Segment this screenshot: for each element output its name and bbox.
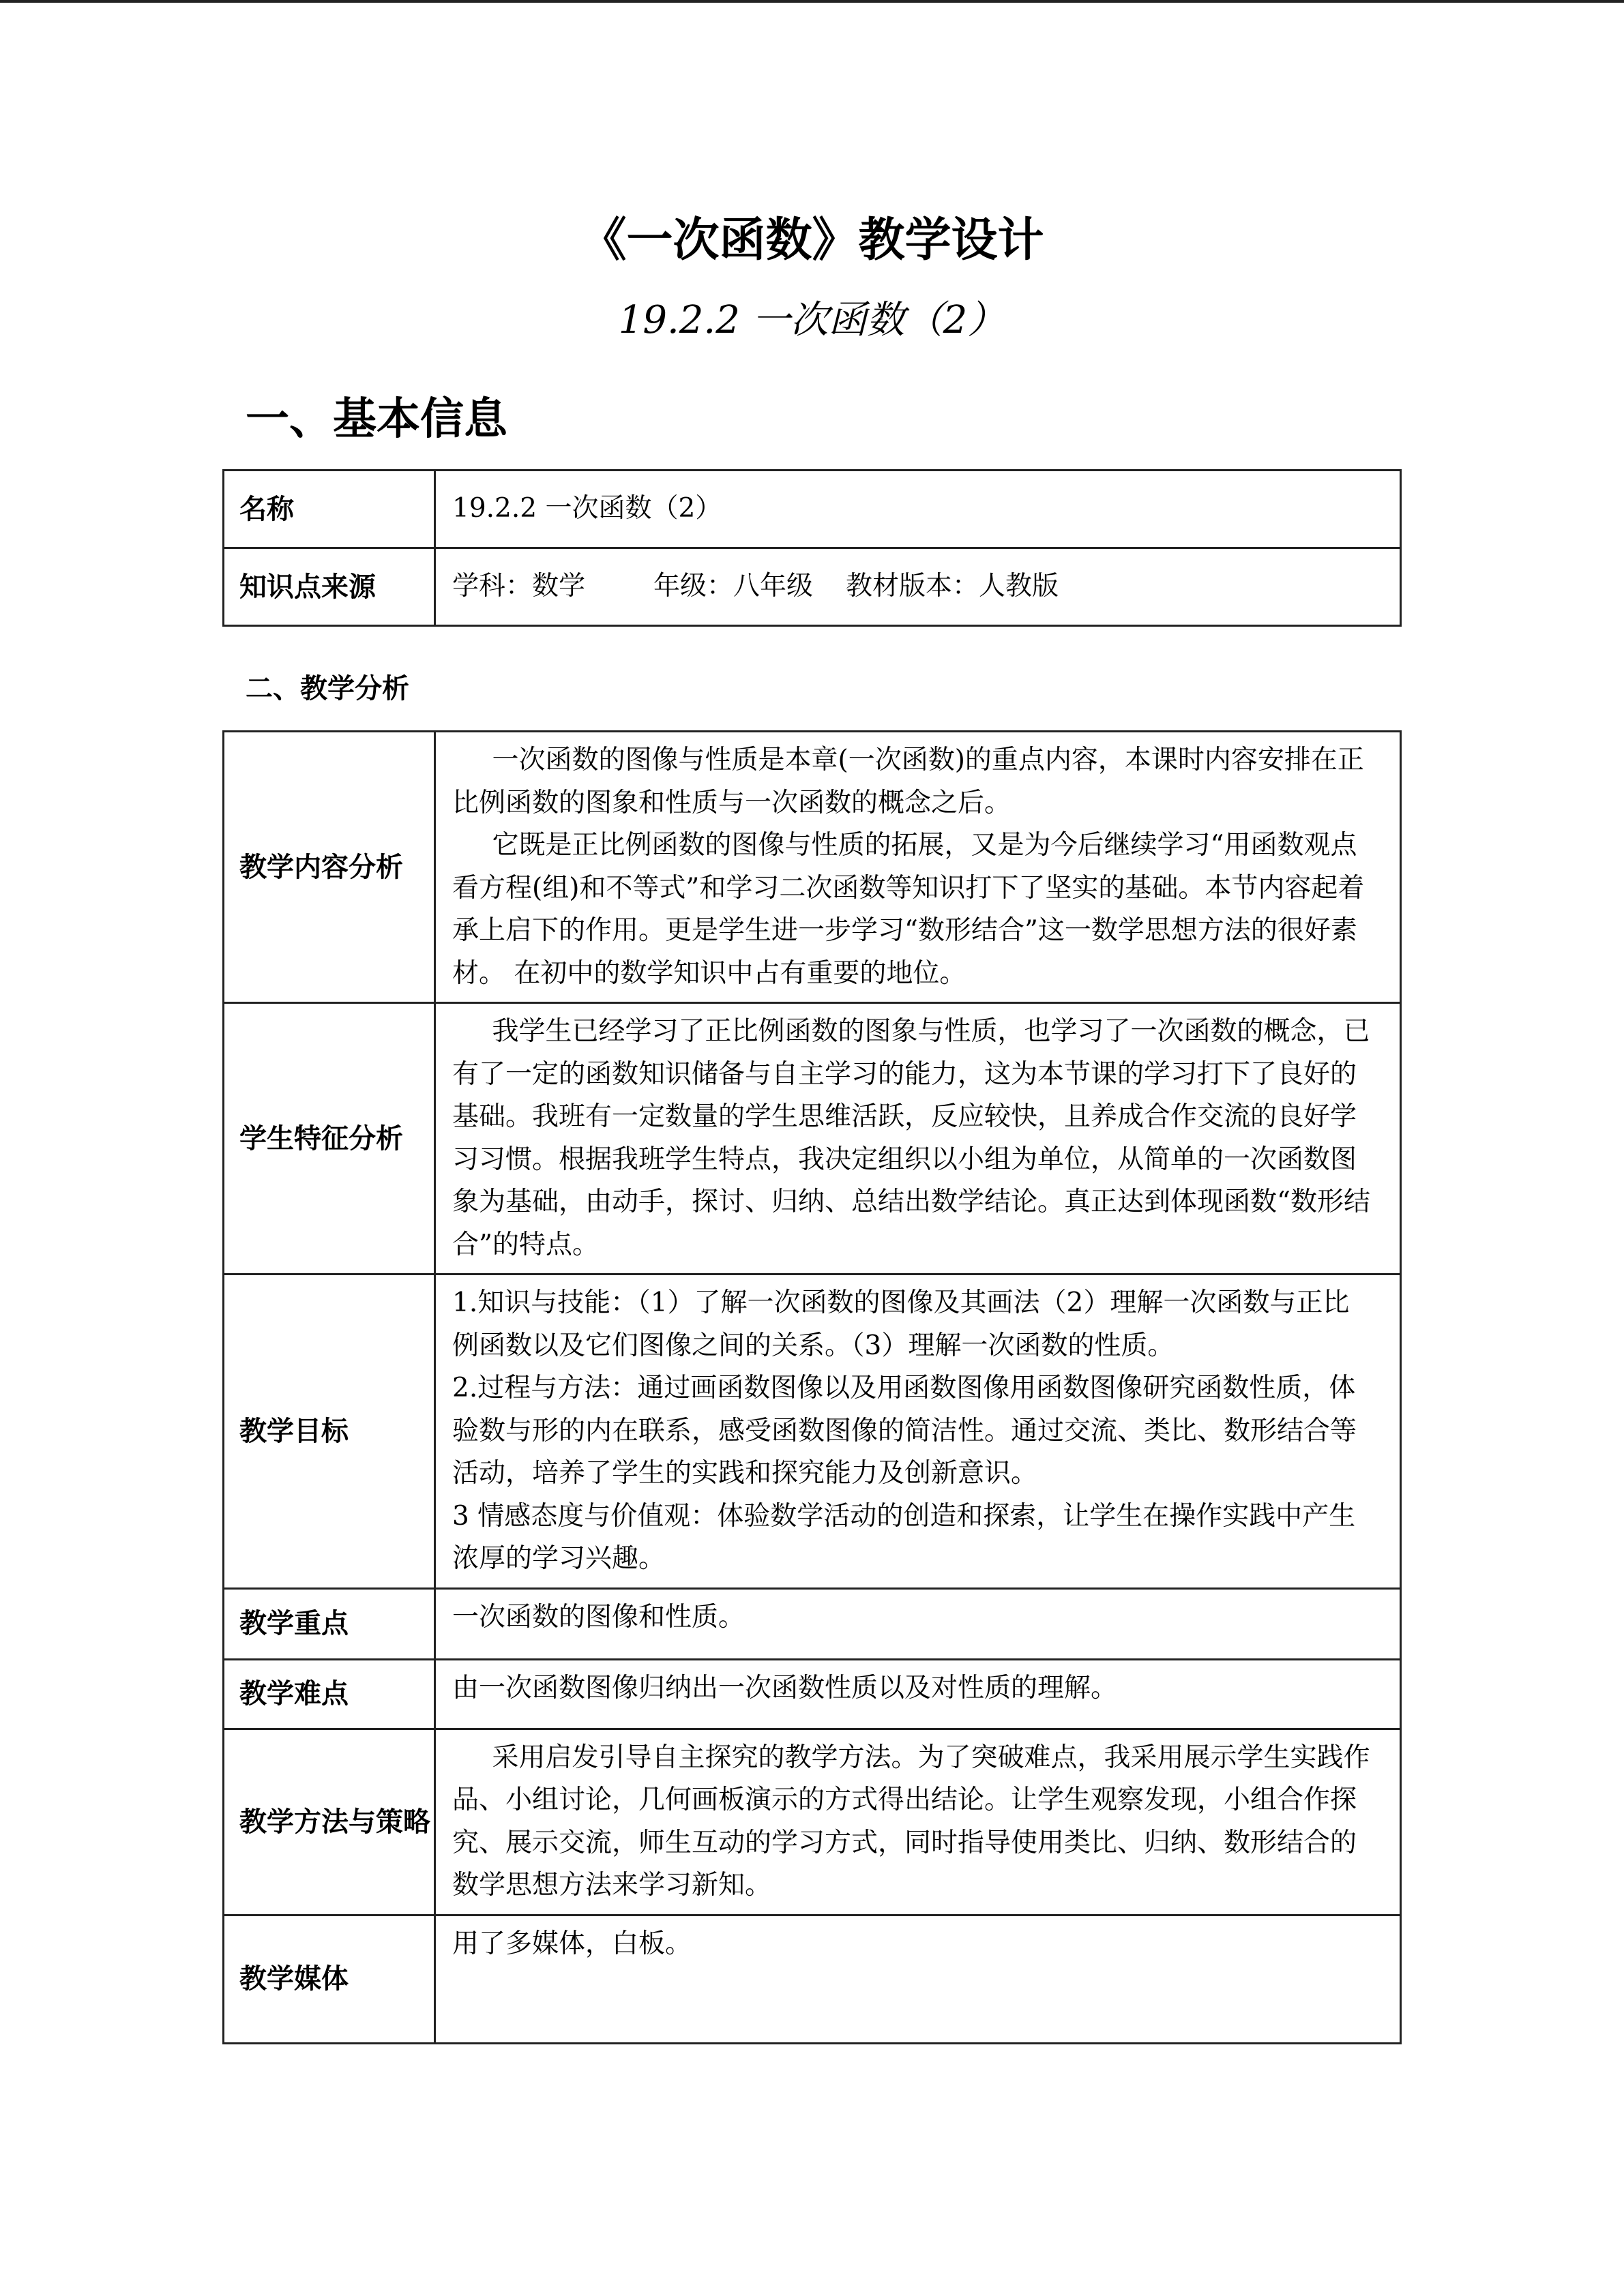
document-subtitle: 19.2.2 一次函数（2） [618,298,1006,342]
content-analysis-value [435,732,1401,1003]
table-row [224,1729,1401,1915]
edition-value: 教材版本：人教版 [846,571,1059,602]
table-row [224,1588,1401,1659]
method-label: 教学方法与策略 [224,1729,435,1915]
table-row [224,1003,1401,1274]
teaching-goal-label: 教学目标 [224,1274,435,1589]
table-row [224,548,1401,626]
name-label: 名称 [224,471,435,548]
key-point-label: 教学重点 [224,1588,435,1659]
basic-info-table [222,469,1402,627]
table-row [224,1659,1401,1729]
top-border-line [0,0,1624,3]
name-value: 19.2.2 一次函数（2） [435,471,1401,548]
difficulty-label: 教学难点 [224,1659,435,1729]
teaching-goal-value [435,1274,1401,1589]
student-analysis-value [435,1003,1401,1274]
method-paragraph: 采用启发引导自主探究的教学方法。为了突破难点，我采用展示学生实践作品、小组讨论，几何画板演示的方式得出结论。让学生观察发现，小组合作探究、展示交流，师生互动的学习方式，同时指导使用类比、归纳、数形结合的数学思想方法来学习新知。 [452,1742,1370,1900]
goal-knowledge: 1.知识与技能：（1）了解一次函数的图像及其画法（2）理解一次函数与正比例函数以及它们图像之间的关系。（3）理解一次函数的性质。 [452,1287,1350,1361]
section-heading-basic-info: 一、基本信息 [246,394,507,445]
content-paragraph-1: 一次函数的图像与性质是本章(一次函数)的重点内容，本课时内容安排在正比例函数的图象和性质与一次函数的概念之后。 [452,745,1364,818]
media-value: 用了多媒体，白板。 [435,1915,1401,2043]
student-analysis-label: 学生特征分析 [224,1003,435,1274]
table-row [224,1915,1401,2043]
source-label: 知识点来源 [224,548,435,626]
media-label: 教学媒体 [224,1915,435,2043]
method-value [435,1729,1401,1915]
table-row [224,471,1401,548]
table-row [224,1274,1401,1589]
grade-value: 年级：八年级 [653,571,814,602]
source-value [435,548,1401,626]
subject-value: 学科：数学 [452,571,586,602]
key-point-value: 一次函数的图像和性质。 [435,1588,1401,1659]
content-analysis-label: 教学内容分析 [224,732,435,1003]
table-row [224,732,1401,1003]
document-title: 《一次函数》教学设计 [580,213,1044,267]
section-heading-analysis: 二、教学分析 [246,673,409,704]
goal-process: 2.过程与方法：通过画函数图像以及用函数图像用函数图像研究函数性质，体验数与形的内在联系，感受函数图像的简洁性。通过交流、类比、数形结合等活动，培养了学生的实践和探究能力及创新意识。 [452,1373,1357,1489]
teaching-analysis-table [222,730,1402,2044]
difficulty-value: 由一次函数图像归纳出一次函数性质以及对性质的理解。 [435,1659,1401,1729]
content-paragraph-2: 它既是正比例函数的图像与性质的拓展，又是为今后继续学习“用函数观点看方程(组)和不等式”和学习二次函数等知识打下了坚实的基础。本节内容起着承上启下的作用。更是学生进一步学习“数形结合”这一数学思想方法的很好素材。 在初中的数学知识中占有重要的地位。 [452,830,1365,989]
student-paragraph: 我学生已经学习了正比例函数的图象与性质，也学习了一次函数的概念，已有了一定的函数知识储备与自主学习的能力，这为本节课的学习打下了良好的基础。我班有一定数量的学生思维活跃，反应较快，且养成合作交流的良好学习习惯。根据我班学生特点，我决定组织以小组为单位，从简单的一次函数图象为基础，由动手，探讨、归纳、总结出数学结论。真正达到体现函数“数形结合”的特点。 [452,1016,1370,1260]
goal-attitude: 3 情感态度与价值观：体验数学活动的创造和探索，让学生在操作实践中产生浓厚的学习兴趣。 [452,1500,1356,1574]
